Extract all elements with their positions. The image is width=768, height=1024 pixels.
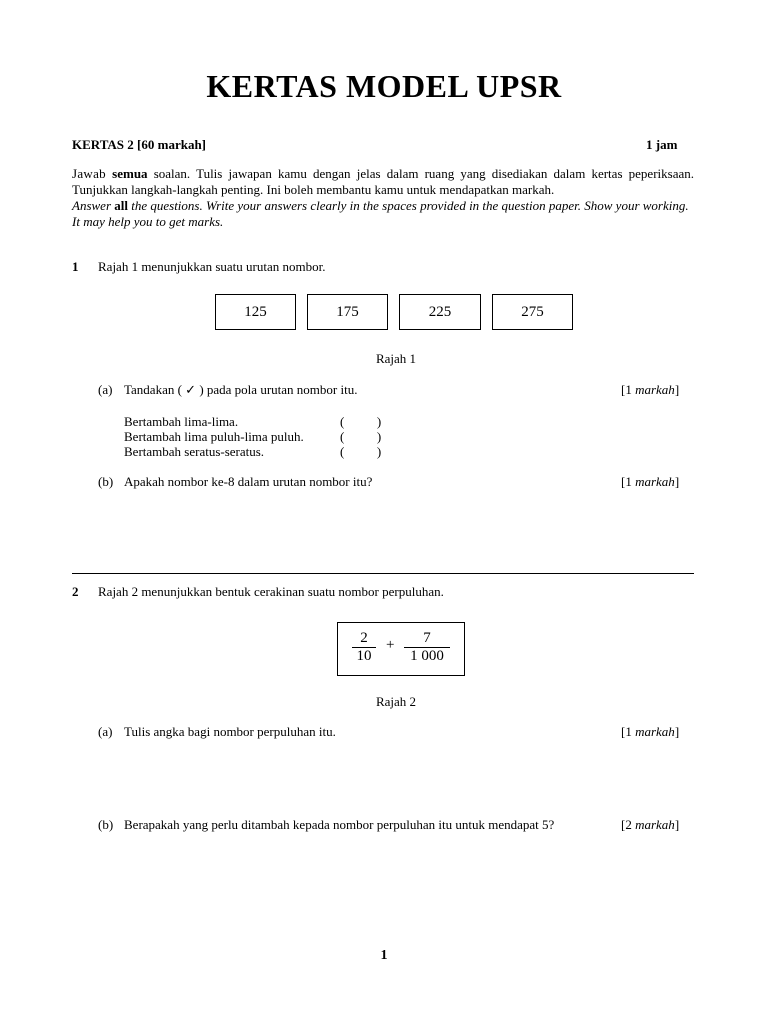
q1b-marks-open: [1: [621, 474, 636, 489]
q2b-marks-word: markah: [635, 817, 675, 832]
q1b-marks: [621, 474, 679, 490]
q2a-marks: [621, 724, 679, 740]
fraction-2-denominator: 1 000: [410, 648, 444, 664]
page-title: KERTAS MODEL UPSR: [206, 68, 562, 104]
fraction-1: [352, 630, 376, 665]
q2a-marks-close: ]: [674, 724, 680, 739]
instr-malay-pre: Jawab: [72, 166, 106, 181]
q2b-label: (b): [98, 817, 114, 832]
option-2-text: Bertambah lima puluh-lima puluh.: [124, 429, 304, 444]
figure-caption-2: Rajah 2: [375, 694, 417, 709]
q1a-marks-open: [1: [621, 382, 636, 397]
figure-caption-1: Rajah 1: [375, 351, 417, 366]
q2b-marks-open: [2: [621, 817, 636, 832]
sequence-box-4: 275: [492, 294, 573, 330]
sequence-box-2: 175: [307, 294, 388, 330]
q1-text: Rajah 1 menunjukkan suatu urutan nombor.: [98, 259, 326, 274]
q2-text: Rajah 2 menunjukkan bentuk cerakinan suatu nombor perpuluhan.: [98, 584, 444, 599]
instr-english-bold: all: [114, 198, 128, 213]
q1a-marks-word: markah: [635, 382, 675, 397]
paper-label: KERTAS 2 [60 markah]: [72, 137, 207, 152]
q2b-text: Berapakah yang perlu ditambah kepada nombor perpuluhan itu untuk mendapat 5?: [124, 817, 555, 832]
duration: 1 jam: [646, 137, 678, 152]
q2a-marks-word: markah: [635, 724, 675, 739]
q1-number: 1: [72, 259, 79, 274]
option-1-checkbox[interactable]: ( ): [340, 414, 382, 429]
q2b-marks: [621, 817, 679, 833]
option-3-checkbox[interactable]: ( ): [340, 444, 382, 459]
q1b-marks-close: ]: [674, 474, 680, 489]
plus-sign: +: [386, 637, 395, 653]
instr-malay-bold: semua: [112, 166, 148, 181]
q1a-text: Tandakan ( ✓ ) pada pola urutan nombor itu.: [124, 382, 358, 397]
fraction-1-numerator: 2: [360, 630, 368, 646]
instructions-malay: [72, 166, 694, 198]
instructions-english: [72, 198, 694, 230]
q2b-marks-close: ]: [674, 817, 680, 832]
q1a-marks: [621, 382, 679, 398]
instr-malay-post: soalan. Tulis jawapan kamu dengan jelas dalam ruang yang disediakan dalam kertas peperiksaan. Tunjukkan langkah-langkah penting. Ini boleh membantu kamu untuk mendapatkan markah.: [72, 166, 694, 197]
option-3-text: Bertambah seratus-seratus.: [124, 444, 265, 459]
sequence-box-1: 125: [215, 294, 296, 330]
q2a-text: Tulis angka bagi nombor perpuluhan itu.: [124, 724, 336, 739]
option-2-checkbox[interactable]: ( ): [340, 429, 382, 444]
q1b-marks-word: markah: [635, 474, 675, 489]
q1b-text: Apakah nombor ke-8 dalam urutan nombor itu?: [124, 474, 373, 489]
section-divider: [72, 573, 694, 574]
fraction-diagram: [337, 622, 465, 676]
q2-number: 2: [72, 584, 79, 599]
fraction-2: [404, 630, 450, 665]
instr-english-post: the questions. Write your answers clearly in the spaces provided in the question paper. Show your working. It may help you to get marks.: [72, 198, 689, 229]
q2a-label: (a): [98, 724, 113, 739]
q1a-marks-close: ]: [674, 382, 680, 397]
instr-english-pre: Answer: [72, 198, 111, 213]
page-number: 1: [380, 948, 388, 963]
q1a-label: (a): [98, 382, 113, 397]
fraction-1-denominator: 10: [356, 648, 372, 664]
q2a-marks-open: [1: [621, 724, 636, 739]
option-1-text: Bertambah lima-lima.: [124, 414, 239, 429]
sequence-box-3: 225: [399, 294, 481, 330]
q1b-label: (b): [98, 474, 114, 489]
fraction-2-numerator: 7: [423, 630, 431, 646]
